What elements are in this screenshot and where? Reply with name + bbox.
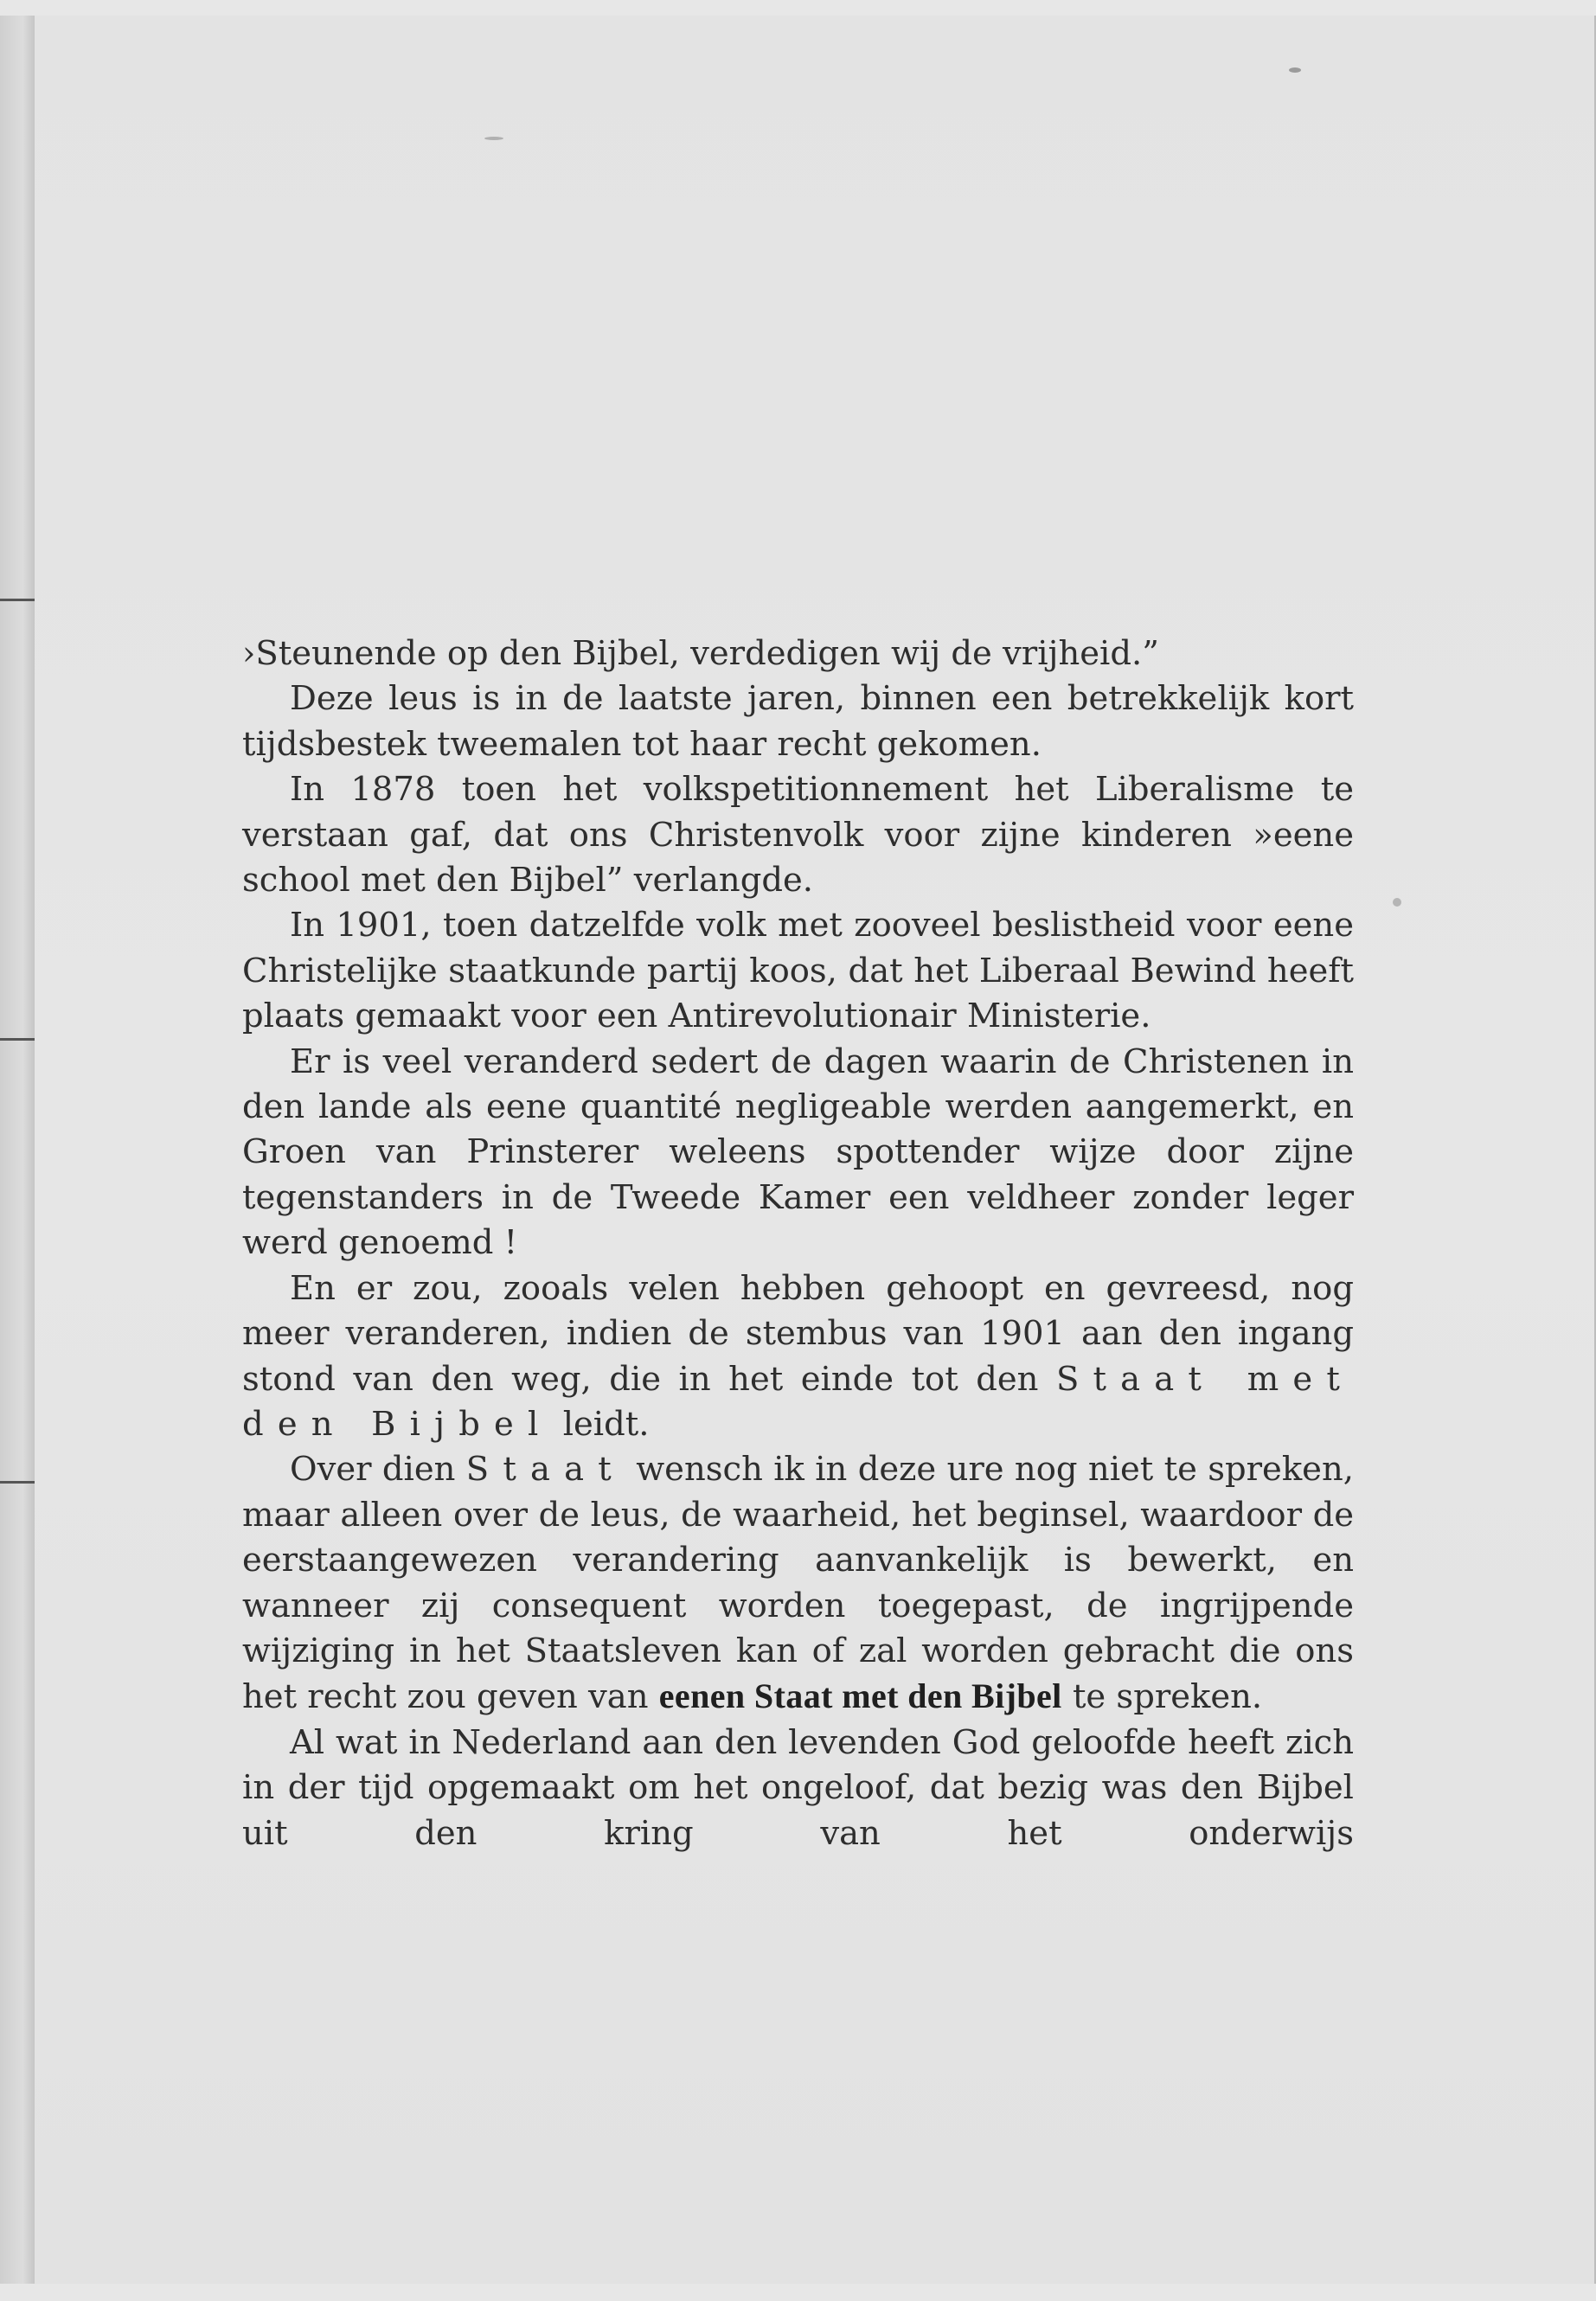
paragraph [242, 1040, 1354, 1266]
paragraph-text: wensch ik in deze ure nog niet te spreken, maar alleen over de leus, de waarheid, het beginsel, waardoor de eerstaangewezen verandering aanvankelijk is bewerkt, en wanneer zij consequent worden toegepast, de ingrijpende wijziging in het Staatsleven kan of zal worden gebracht die ons het recht zou geven van [242, 1450, 1354, 1717]
spaced-emphasis: Staat [465, 1450, 625, 1490]
spaced-emphasis: Staat met den Bijbel [242, 1359, 1354, 1444]
paragraph [242, 1447, 1354, 1720]
paragraph [242, 1266, 1354, 1448]
paragraph-text: En er zou, zooals velen hebben gehoopt en gevreesd, nog meer veranderen, indien de stembus van 1901 aan den ingang stond van den weg, die in het einde tot den [242, 1268, 1354, 1399]
paragraph-text: Al wat in Nederland aan den levenden God geloofde heeft zich in der tijd opgemaakt om het ongeloof, dat bezig was den Bijbel uit den kring van het onderwijs [242, 1722, 1354, 1853]
paragraph-text: In 1878 toen het volkspetitionnement het Liberalisme te verstaan gaf, dat ons Christenvolk voor zijne kinderen »eene school met den Bijbel” verlangde. [242, 770, 1354, 901]
paragraph [242, 767, 1354, 903]
paragraph-text: te spreken. [1061, 1677, 1263, 1717]
bold-emphasis: eenen Staat met den Bijbel [658, 1676, 1062, 1716]
paragraph-text: leidt. [552, 1404, 650, 1444]
paragraph-text: In 1901, toen datzelfde volk met zooveel beslistheid voor eene Christelijke staatkunde partij koos, dat het Liberaal Bewind heeft plaats gemaakt voor een Antirevolutionair Ministerie. [242, 906, 1354, 1036]
paragraph [242, 1721, 1354, 1856]
paragraph-text: Deze leus is in de laatste jaren, binnen een betrekkelijk kort tijdsbestek tweemalen tot haar recht gekomen. [242, 679, 1354, 764]
paper-speck [1393, 898, 1401, 907]
paper-speck [484, 137, 503, 140]
paragraph [242, 903, 1354, 1039]
paper-speck [1289, 67, 1301, 73]
paragraph [242, 676, 1354, 767]
body-text [242, 631, 1354, 1856]
paragraph-text: Er is veel veranderd sedert de dagen waarin de Christenen in den lande als eene quantité negligeable werden aangemerkt, en Groen van Prinsterer weleens spottender wijze door zijne tegenstanders in de Tweede Kamer een veldheer zonder leger werd genoemd ! [242, 1042, 1354, 1263]
paragraph-text: Over dien [290, 1450, 466, 1490]
paragraph-motto [242, 631, 1354, 676]
paragraph-text: ›Steunende op den Bijbel, verdedigen wij de vrijheid.” [242, 634, 1159, 673]
